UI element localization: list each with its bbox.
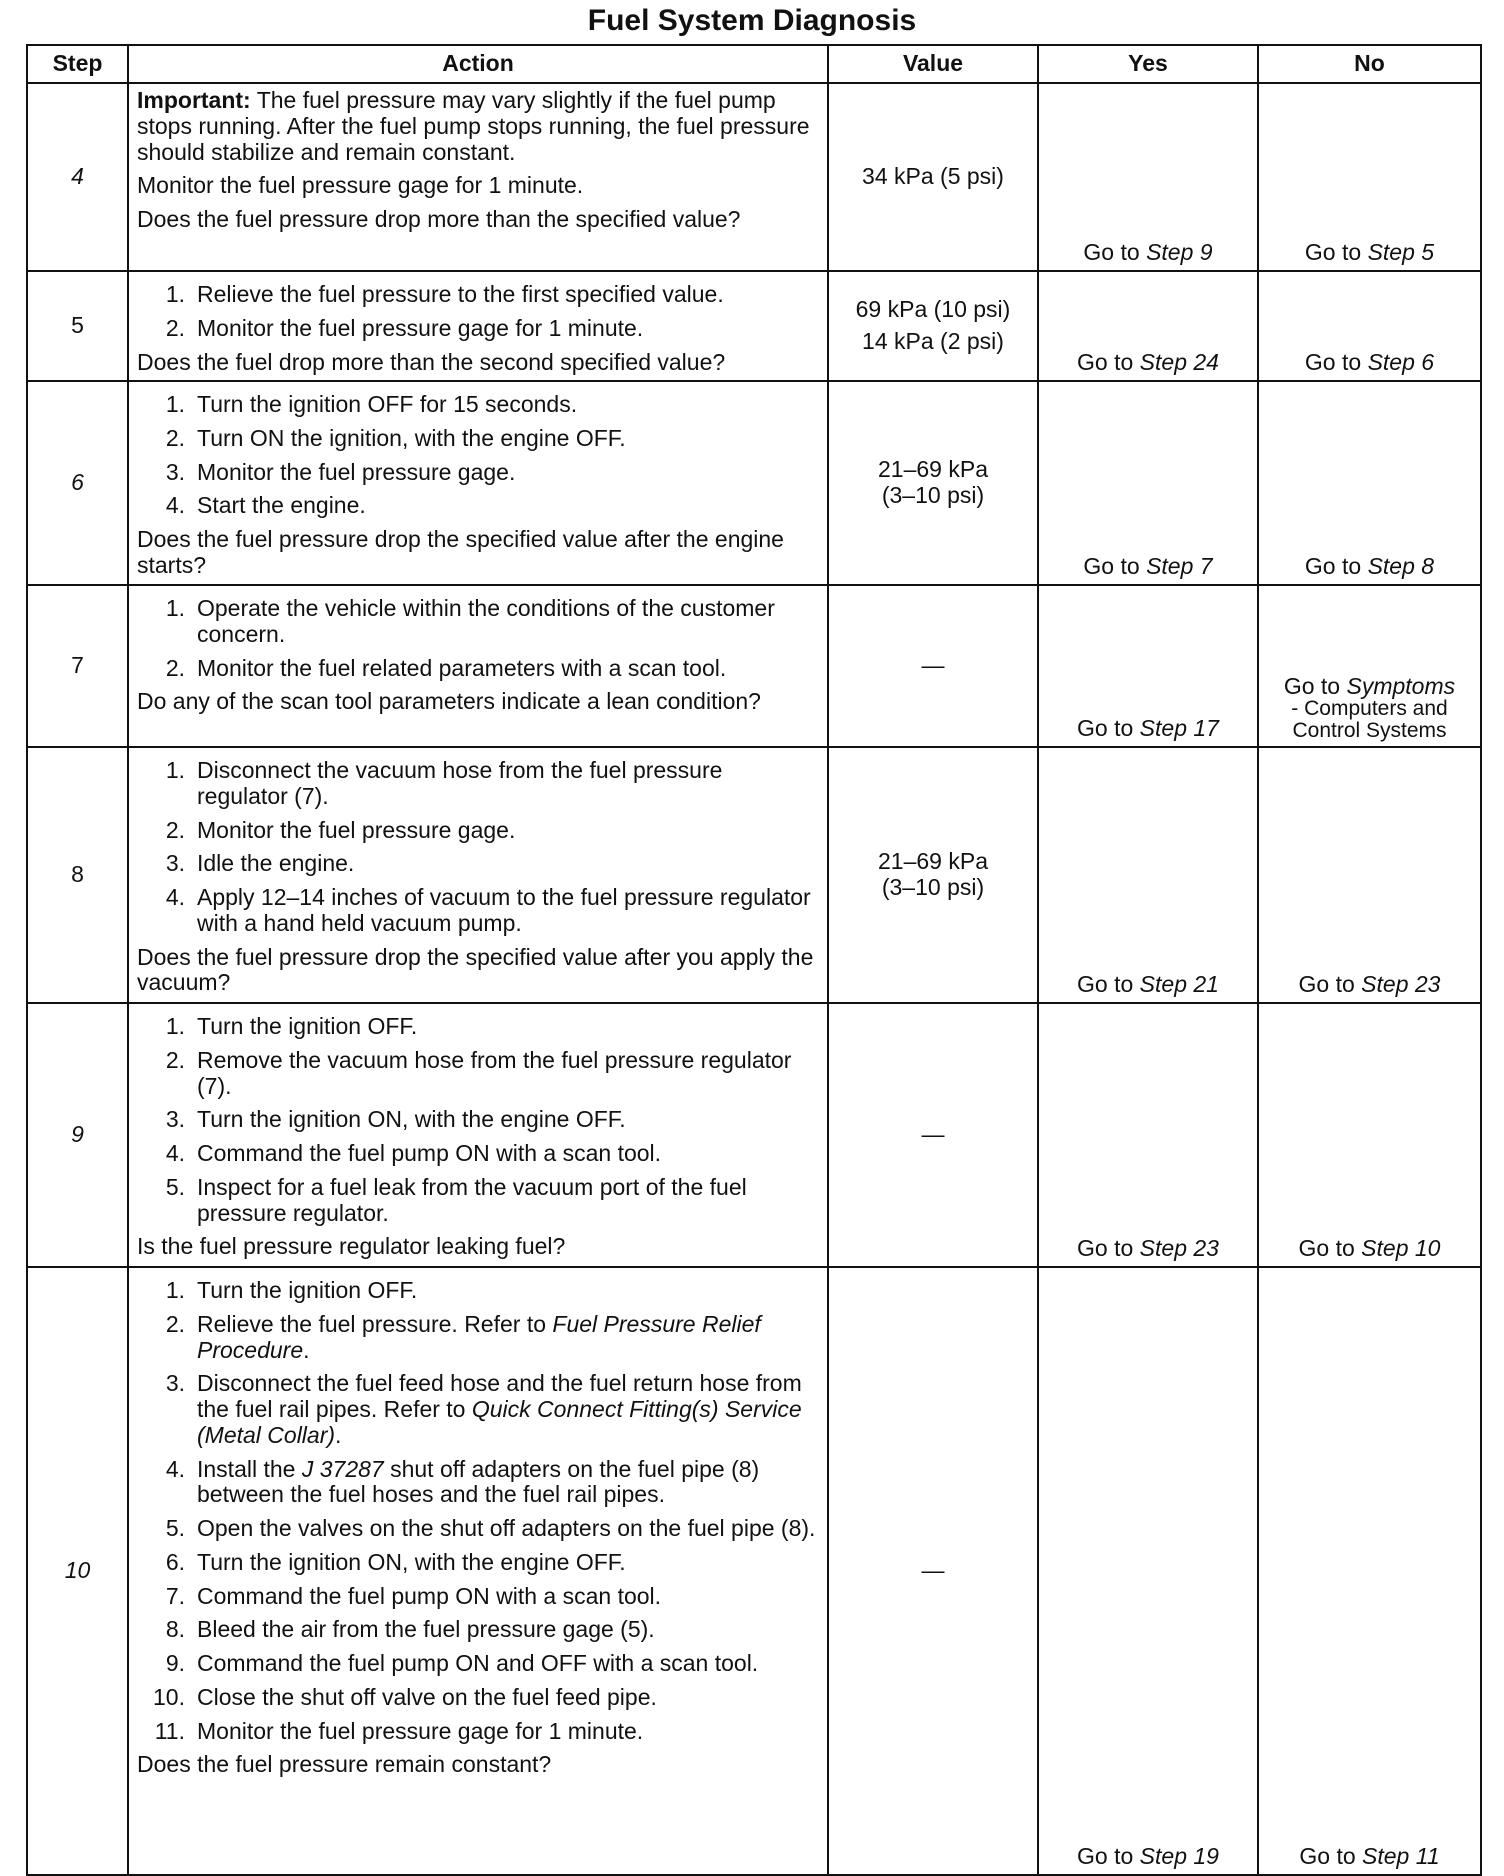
table-row-step-9 (27, 1003, 1481, 1267)
document-title: Fuel System Diagnosis (587, 4, 917, 37)
no-link[interactable] (1299, 971, 1441, 997)
value-kpa: 21–69 kPa (878, 848, 988, 875)
list-item (137, 1048, 819, 1100)
action-cell (128, 381, 828, 585)
value-second: 14 kPa (2 psi) (862, 328, 1004, 354)
action-question: Does the fuel pressure drop the specified value after the engine starts? (137, 526, 784, 578)
step-number: 10 (27, 1267, 128, 1875)
yes-target: Step 7 (1146, 553, 1213, 580)
item-text: Turn the ignition OFF for 15 seconds. (197, 391, 578, 417)
header-yes: Yes (1038, 45, 1258, 83)
action-cell (128, 83, 828, 271)
item-text: Close the shut off valve on the fuel feed pipe. (197, 1683, 657, 1710)
service-reference-link[interactable]: Quick Connect Fitting(s) Service (Metal Collar) (197, 1396, 802, 1448)
action-question: Do any of the scan tool parameters indicate a lean condition? (137, 688, 761, 715)
action-cell (128, 1003, 828, 1267)
list-item (137, 818, 819, 844)
item-text: Monitor the fuel related parameters with a scan tool. (197, 654, 727, 681)
action-question: Does the fuel drop more than the second specified value? (137, 348, 726, 375)
table-row-step-5 (27, 271, 1481, 381)
item-number: 2. (165, 424, 185, 451)
yes-target: Step 19 (1139, 1843, 1219, 1870)
list-item (137, 596, 819, 648)
yes-link[interactable] (1083, 239, 1212, 265)
item-text: Turn the ignition OFF. (197, 1013, 418, 1039)
list-item (137, 1584, 819, 1610)
yes-prefix: Go to (1083, 553, 1147, 580)
step-number: 6 (27, 381, 128, 585)
action-question: Is the fuel pressure regulator leaking fuel? (137, 1233, 566, 1260)
value-text: 34 kPa (5 psi) (862, 163, 1004, 190)
value-cell (828, 271, 1038, 381)
value-cell (828, 1003, 1038, 1267)
no-cell (1258, 747, 1481, 1003)
item-text: Turn the ignition ON, with the engine OFF. (197, 1106, 626, 1133)
action-cell (128, 585, 828, 747)
item-text: Relieve the fuel pressure. Refer to (197, 1310, 553, 1337)
yes-prefix: Go to (1077, 349, 1140, 376)
step-number: 8 (27, 747, 128, 1003)
no-link[interactable] (1267, 674, 1472, 698)
item-number: 5. (165, 1173, 185, 1200)
list-item (137, 1651, 819, 1677)
item-number: 10. (153, 1683, 185, 1710)
item-text: Command the fuel pump ON with a scan tool. (197, 1140, 662, 1166)
diagnosis-table (26, 44, 1482, 1876)
yes-link[interactable] (1077, 1235, 1219, 1261)
action-steps (137, 758, 819, 937)
item-text: Idle the engine. (197, 850, 355, 877)
action-steps (137, 392, 819, 519)
list-item (137, 1107, 819, 1133)
action-question: Does the fuel pressure drop the specified value after you apply the vacuum? (137, 943, 814, 996)
item-text: Bleed the air from the fuel pressure gage (5). (197, 1616, 655, 1643)
value-text: — (921, 1121, 945, 1148)
no-target: Step 11 (1362, 1843, 1440, 1870)
item-text-end: shut off adapters on the fuel pipe (8) between the fuel hoses and the fuel rail pipes. (197, 1455, 760, 1508)
item-number: 1. (165, 757, 185, 783)
no-target: Step 5 (1367, 239, 1435, 266)
action-steps (137, 596, 819, 681)
action-text: Monitor the fuel pressure gage for 1 minute. (137, 172, 584, 199)
list-item (137, 460, 819, 486)
item-number: 6. (165, 1548, 185, 1575)
yes-link[interactable] (1077, 1843, 1219, 1869)
tool-reference-link[interactable]: J 37287 (301, 1455, 384, 1482)
item-number: 4. (165, 492, 185, 519)
yes-target: Step 24 (1139, 349, 1219, 376)
value-cell (828, 381, 1038, 585)
item-number: 1. (165, 1013, 185, 1039)
list-item (137, 851, 819, 877)
item-number: 2. (165, 314, 185, 341)
important-text: The fuel pressure may vary slightly if the fuel pump stops running. After the fuel pump stops running, the fuel pressure should stabilize and remain constant. (137, 87, 810, 165)
list-item (137, 316, 819, 342)
item-number: 1. (165, 281, 185, 307)
item-text: Monitor the fuel pressure gage for 1 minute. (197, 314, 644, 341)
list-item (137, 1457, 819, 1509)
list-item (137, 1371, 819, 1448)
yes-cell (1038, 271, 1258, 381)
item-text: Monitor the fuel pressure gage. (197, 816, 516, 843)
yes-prefix: Go to (1077, 1843, 1140, 1870)
item-text-end: . (303, 1336, 310, 1363)
list-item (137, 1278, 819, 1304)
item-text: Command the fuel pump ON with a scan tool. (197, 1582, 662, 1609)
item-text: Disconnect the vacuum hose from the fuel pressure regulator (7). (197, 757, 723, 809)
no-prefix: Go to (1298, 971, 1362, 998)
no-link[interactable] (1299, 1843, 1439, 1869)
list-item (137, 1175, 819, 1227)
no-target: Step 8 (1367, 553, 1435, 580)
important-note (137, 88, 819, 165)
important-label: Important: (137, 87, 251, 113)
item-number: 11. (154, 1717, 185, 1744)
item-text: Disconnect the fuel feed hose and the fuel return hose from the fuel rail pipes. Refer to (197, 1370, 802, 1422)
item-text: Open the valves on the shut off adapters on the fuel pipe (8). (197, 1515, 816, 1541)
item-number: 2. (165, 1046, 185, 1073)
yes-target: Step 21 (1139, 971, 1219, 998)
yes-link[interactable] (1083, 553, 1212, 579)
item-number: 8. (165, 1616, 185, 1643)
no-cell (1258, 585, 1481, 747)
yes-prefix: Go to (1077, 715, 1140, 742)
yes-cell (1038, 585, 1258, 747)
yes-cell (1038, 1267, 1258, 1875)
item-text: Turn ON the ignition, with the engine OFF. (197, 424, 626, 451)
item-number: 5. (165, 1515, 185, 1541)
list-item (137, 1685, 819, 1711)
no-link[interactable] (1299, 1235, 1441, 1261)
yes-prefix: Go to (1077, 1235, 1140, 1262)
yes-target: Step 9 (1146, 239, 1213, 266)
value-cell (828, 1267, 1038, 1875)
procedure-reference-link[interactable]: Fuel Pressure Relief Procedure (197, 1310, 761, 1363)
item-text: Command the fuel pump ON and OFF with a scan tool. (197, 1650, 759, 1676)
item-text: Relieve the fuel pressure to the first specified value. (197, 281, 724, 307)
no-cell (1258, 271, 1481, 381)
yes-cell (1038, 381, 1258, 585)
item-number: 1. (165, 595, 185, 621)
no-link[interactable] (1305, 349, 1434, 375)
no-target: Symptoms (1346, 672, 1456, 699)
value-cell (828, 585, 1038, 747)
header-action: Action (128, 45, 828, 83)
item-number: 2. (165, 654, 185, 681)
list-item (137, 1014, 819, 1040)
list-item (137, 426, 819, 452)
list-item (137, 1617, 819, 1643)
yes-prefix: Go to (1083, 239, 1147, 266)
item-number: 3. (165, 850, 185, 877)
item-number: 4. (165, 1455, 185, 1482)
list-item (137, 392, 819, 418)
item-number: 2. (165, 816, 185, 843)
no-cell (1258, 83, 1481, 271)
action-question: Does the fuel pressure remain constant? (137, 1751, 552, 1778)
list-item (137, 758, 819, 810)
item-number: 3. (165, 1106, 185, 1133)
list-item (137, 885, 819, 937)
list-item (137, 1516, 819, 1542)
yes-link[interactable] (1077, 971, 1219, 997)
item-text: Install the (197, 1455, 302, 1482)
value-cell (828, 747, 1038, 1003)
no-cell (1258, 381, 1481, 585)
header-step: Step (27, 45, 128, 83)
action-steps (137, 1014, 819, 1226)
item-number: 4. (165, 884, 185, 910)
no-link[interactable] (1305, 553, 1434, 579)
list-item (137, 282, 819, 308)
table-row-step-8 (27, 747, 1481, 1003)
step-number: 4 (27, 83, 128, 271)
item-text: Remove the vacuum hose from the fuel pressure regulator (7). (197, 1046, 792, 1099)
no-link[interactable] (1305, 239, 1434, 265)
value-cell (828, 83, 1038, 271)
table-row-step-4 (27, 83, 1481, 271)
item-number: 2. (165, 1310, 185, 1337)
header-value: Value (828, 45, 1038, 83)
value-text: — (921, 652, 945, 679)
no-target: Step 10 (1361, 1235, 1441, 1262)
no-target: Step 23 (1361, 971, 1441, 998)
item-number: 9. (165, 1650, 185, 1676)
item-text: Apply 12–14 inches of vacuum to the fuel pressure regulator with a hand held vacuum pump. (197, 884, 811, 936)
header-row (27, 45, 1481, 83)
no-prefix: Go to (1299, 1843, 1363, 1870)
action-question: Does the fuel pressure drop more than the specified value? (137, 206, 741, 232)
action-steps (137, 1278, 819, 1744)
item-number: 3. (165, 458, 185, 485)
item-text: Start the engine. (197, 492, 366, 519)
step-number: 5 (27, 271, 128, 381)
no-cell (1258, 1267, 1481, 1875)
action-cell (128, 747, 828, 1003)
no-prefix: Go to (1298, 1235, 1362, 1262)
yes-target: Step 17 (1139, 715, 1219, 742)
item-text: Turn the ignition ON, with the engine OFF. (197, 1548, 626, 1575)
no-subtext-1: - Computers and (1291, 696, 1448, 720)
no-prefix: Go to (1304, 553, 1368, 580)
no-prefix: Go to (1283, 672, 1347, 699)
item-number: 7. (165, 1582, 185, 1609)
value-psi: (3–10 psi) (881, 874, 985, 900)
item-number: 1. (165, 391, 185, 417)
item-text: Operate the vehicle within the conditions of the customer concern. (197, 595, 775, 647)
list-item (137, 1550, 819, 1576)
item-number: 3. (165, 1370, 185, 1397)
value-text: — (921, 1557, 945, 1584)
item-text: Monitor the fuel pressure gage for 1 minute. (197, 1717, 644, 1744)
yes-link[interactable] (1077, 715, 1219, 741)
step-number: 9 (27, 1003, 128, 1267)
step-number: 7 (27, 585, 128, 747)
item-number: 4. (165, 1140, 185, 1166)
table-row-step-10 (27, 1267, 1481, 1875)
item-text: Turn the ignition OFF. (197, 1277, 418, 1303)
yes-cell (1038, 83, 1258, 271)
item-number: 1. (165, 1277, 185, 1303)
table-row-step-6 (27, 381, 1481, 585)
action-cell (128, 1267, 828, 1875)
no-prefix: Go to (1304, 239, 1368, 266)
no-target: Step 6 (1367, 349, 1435, 376)
header-no: No (1258, 45, 1481, 83)
item-text-end: . (335, 1421, 342, 1448)
yes-target: Step 23 (1139, 1235, 1219, 1262)
value-psi: (3–10 psi) (881, 482, 985, 508)
list-item (137, 656, 819, 682)
item-text: Inspect for a fuel leak from the vacuum port of the fuel pressure regulator. (197, 1173, 747, 1226)
action-cell (128, 271, 828, 381)
table-row-step-7 (27, 585, 1481, 747)
yes-prefix: Go to (1077, 971, 1140, 998)
item-text: Monitor the fuel pressure gage. (197, 458, 516, 485)
list-item (137, 1312, 819, 1364)
list-item (137, 493, 819, 519)
action-steps (137, 282, 819, 342)
yes-cell (1038, 1003, 1258, 1267)
value-kpa: 21–69 kPa (878, 456, 988, 483)
yes-cell (1038, 747, 1258, 1003)
yes-link[interactable] (1077, 349, 1219, 375)
list-item (137, 1141, 819, 1167)
value-first: 69 kPa (10 psi) (855, 296, 1011, 323)
no-subtext-2: Control Systems (1292, 718, 1447, 742)
no-prefix: Go to (1304, 349, 1368, 376)
list-item (137, 1719, 819, 1745)
no-cell (1258, 1003, 1481, 1267)
